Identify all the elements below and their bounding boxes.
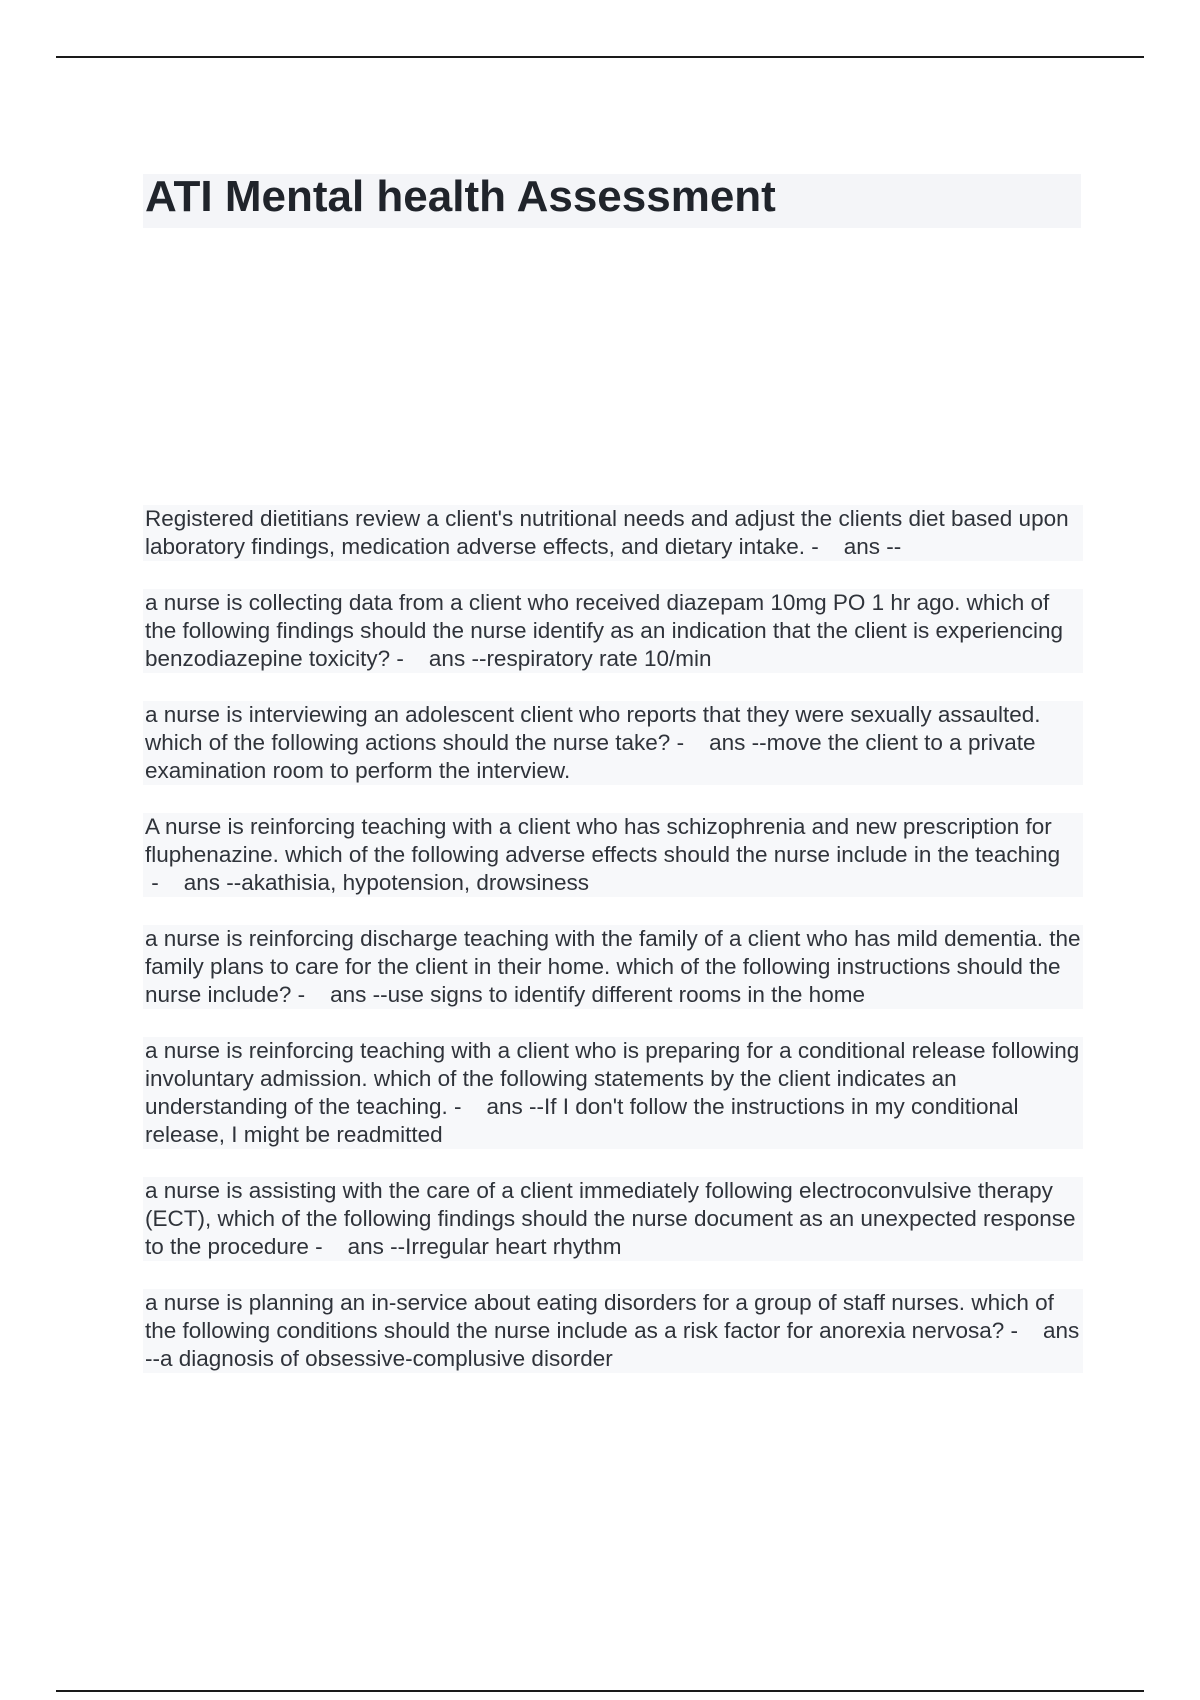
answer-text: use signs to identify different rooms in the home [387, 982, 865, 1007]
answer-label: ans -- [145, 1318, 1080, 1371]
separator: - [308, 1234, 348, 1259]
separator: - [447, 1094, 487, 1119]
separator: - [804, 534, 844, 559]
separator: - [291, 982, 331, 1007]
answer-label: ans -- [709, 730, 767, 755]
answer-text: If I don't follow the instructions in my conditional release, I might be readmitted [145, 1094, 1019, 1147]
question-text: a nurse is assisting with the care of a client immediately following electroconvulsive therapy (ECT), which of the following findings should the nurse document as an unexpected response to the procedure [145, 1178, 1076, 1259]
question-text: A nurse is reinforcing teaching with a client who has schizophrenia and new prescription for fluphenazine. which of the following adverse effects should the nurse include in the teaching [145, 814, 1061, 867]
qa-list [143, 505, 1083, 1401]
qa-item [143, 1289, 1083, 1373]
answer-text: a diagnosis of obsessive-complusive disorder [160, 1346, 613, 1371]
qa-item [143, 1177, 1083, 1261]
separator: - [670, 730, 710, 755]
answer-label: ans -- [843, 534, 902, 559]
answer-text: respiratory rate 10/min [486, 646, 712, 671]
qa-item [143, 925, 1083, 1009]
separator: - [390, 646, 429, 671]
qa-item [143, 589, 1083, 673]
qa-item [143, 505, 1083, 561]
qa-item [143, 813, 1083, 897]
qa-item [143, 1037, 1083, 1149]
question-text: a nurse is planning an in-service about eating disorders for a group of staff nurses. which of the following conditions should the nurse include as a risk factor for anorexia nervosa? [145, 1290, 1054, 1343]
bottom-rule [56, 1690, 1144, 1692]
question-text: a nurse is reinforcing discharge teaching with the family of a client who has mild dementia. the family plans to care for the client in their home. which of the following instructions should the nurse include? [145, 926, 1081, 1007]
answer-label: ans -- [428, 646, 487, 671]
top-rule [56, 56, 1144, 58]
question-text: Registered dietitians review a client's nutritional needs and adjust the clients diet based upon laboratory findings, medication adverse effects, and dietary intake. [145, 506, 1069, 559]
answer-text: akathisia, hypotension, drowsiness [241, 870, 589, 895]
answer-text: Irregular heart rhythm [405, 1234, 622, 1259]
answer-label: ans -- [183, 870, 242, 895]
answer-text: move the client to a private examination room to perform the interview. [145, 730, 1036, 783]
separator: - [1004, 1318, 1043, 1343]
qa-item [143, 701, 1083, 785]
question-text: a nurse is collecting data from a client who received diazepam 10mg PO 1 hr ago. which of the following findings should the nurse identify as an indication that the client is experiencing benzodiazepine toxicity? [145, 590, 1064, 671]
answer-label: ans -- [486, 1094, 544, 1119]
answer-label: ans -- [347, 1234, 406, 1259]
separator: - [145, 870, 184, 895]
page-title: ATI Mental health Assessment [145, 172, 776, 221]
answer-label: ans -- [330, 982, 388, 1007]
question-text: a nurse is reinforcing teaching with a client who is preparing for a conditional release following involuntary admission. which of the following statements by the client indicates an understanding of the teaching. [145, 1038, 1080, 1119]
question-text: a nurse is interviewing an adolescent client who reports that they were sexually assaulted. which of the following actions should the nurse take? [145, 702, 1041, 755]
